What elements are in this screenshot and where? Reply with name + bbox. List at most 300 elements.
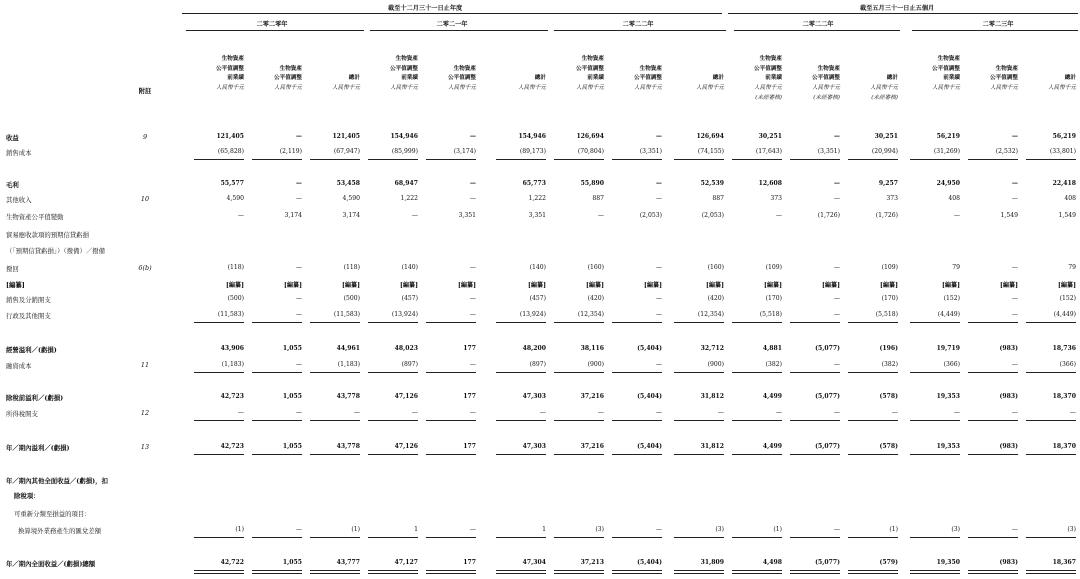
row-label: 毛利 [6, 181, 19, 189]
column-heading-title: 總計 [534, 75, 546, 82]
table-cell: (4,449) [937, 311, 960, 318]
table-cell: (1) [889, 526, 898, 533]
table-cell: (382) [765, 361, 782, 368]
total-double-rule [674, 570, 724, 574]
table-cell: [編纂] [1058, 282, 1076, 289]
table-cell: 3,351 [528, 212, 546, 219]
row-label: 所得稅開支 [6, 410, 38, 418]
subtotal-rule [968, 537, 1018, 538]
table-cell: (20,994) [871, 148, 898, 155]
subtotal-rule [910, 420, 960, 421]
table-cell: — [1011, 311, 1018, 318]
column-heading-unit: 人民幣千元 [518, 84, 546, 91]
table-cell: (2,053) [701, 212, 724, 219]
table-cell: 887 [712, 195, 724, 202]
table-cell: — [295, 295, 302, 302]
table-cell: — [655, 295, 662, 302]
table-cell: (2,532) [995, 148, 1018, 155]
row-note-ref: 10 [140, 195, 150, 203]
table-cell: (17,643) [755, 148, 782, 155]
table-cell: (457) [401, 295, 418, 302]
table-cell: — [237, 212, 244, 219]
table-cell: — [833, 311, 840, 318]
row-label: 年／期內溢利／(虧損) [6, 444, 70, 452]
table-cell: 177 [463, 559, 476, 566]
table-cell: 55,577 [220, 180, 244, 187]
subtotal-rule [426, 420, 476, 421]
column-heading-title: 生物資產 公平值調整 [274, 65, 302, 82]
table-cell: (578) [879, 393, 898, 400]
table-cell: (12,354) [697, 311, 724, 318]
table-cell: (983) [999, 345, 1018, 352]
column-heading-unit: 人民幣千元 [1048, 84, 1076, 91]
subtotal-rule [368, 420, 418, 421]
total-double-rule [368, 570, 418, 574]
subtotal-rule [674, 537, 724, 538]
group-underline [186, 30, 364, 31]
subtotal-rule [194, 159, 244, 160]
table-cell: (2,053) [639, 212, 662, 219]
table-cell: [編纂] [1000, 282, 1018, 289]
total-double-rule [426, 570, 476, 574]
row-label: 可重新分類至損益的項目： [14, 510, 91, 518]
table-cell: — [1011, 361, 1018, 368]
table-cell: 887 [592, 195, 604, 202]
table-cell: — [775, 212, 782, 219]
table-cell: 30,251 [874, 133, 898, 140]
column-heading-unit: 人民幣千元 [332, 84, 360, 91]
table-cell: — [1011, 526, 1018, 533]
table-cell: (11,583) [217, 311, 244, 318]
subtotal-rule [674, 159, 724, 160]
subtotal-rule [368, 322, 418, 323]
subtotal-rule [496, 322, 546, 323]
table-cell: 19,353 [936, 393, 960, 400]
subtotal-rule [252, 322, 302, 323]
column-heading-title: 生物資產 公平值調整 [634, 65, 662, 82]
subtotal-rule [790, 322, 840, 323]
row-label: 銷售及分銷開支 [6, 296, 51, 304]
table-cell: — [469, 295, 476, 302]
table-cell: 177 [463, 345, 476, 352]
column-heading-title: 生物資產 公平值調整 [812, 65, 840, 82]
table-cell: (1,726) [875, 212, 898, 219]
table-cell: (160) [587, 264, 604, 271]
table-cell: (1,183) [221, 361, 244, 368]
table-cell: 19,350 [936, 559, 960, 566]
subtotal-rule [194, 420, 244, 421]
table-cell: (1) [235, 526, 244, 533]
table-cell: — [469, 133, 476, 140]
table-cell: 55,890 [580, 180, 604, 187]
row-label: 生物資產公平值變動 [6, 213, 64, 221]
group-underline [912, 30, 1078, 31]
table-cell: — [295, 180, 302, 187]
subtotal-rule [968, 322, 1018, 323]
table-cell: — [655, 311, 662, 318]
table-cell: (170) [881, 295, 898, 302]
table-cell: (13,924) [391, 311, 418, 318]
table-cell: (170) [765, 295, 782, 302]
table-cell: (11,583) [333, 311, 360, 318]
table-cell: — [469, 311, 476, 318]
table-cell: 373 [770, 195, 782, 202]
row-label: 年／期內全面收益／(虧損)總額 [6, 560, 96, 568]
column-heading-title: 生物資產 公平值調整 [990, 65, 1018, 82]
table-cell: 48,200 [522, 345, 546, 352]
table-cell: [編纂] [226, 282, 244, 289]
table-cell: — [469, 409, 476, 416]
table-cell: — [655, 133, 662, 140]
column-heading-unit: 人民幣千元 [634, 84, 662, 91]
subtotal-rule [194, 537, 244, 538]
table-cell: 408 [1064, 195, 1076, 202]
subtotal-rule [1026, 537, 1076, 538]
subtotal-rule [1026, 420, 1076, 421]
table-cell: 18,370 [1052, 393, 1076, 400]
row-label: 其他收入 [6, 196, 32, 204]
table-cell: 79 [1068, 264, 1076, 271]
table-cell: (1,726) [817, 212, 840, 219]
row-label: 除稅項： [14, 492, 40, 500]
table-cell: [編纂] [764, 282, 782, 289]
subtotal-rule [848, 159, 898, 160]
table-cell: 1,222 [528, 195, 546, 202]
table-cell: (4,449) [1053, 311, 1076, 318]
subtotal-rule [848, 420, 898, 421]
table-cell: 56,219 [936, 133, 960, 140]
subtotal-rule [968, 454, 1018, 455]
table-cell: — [469, 361, 476, 368]
table-cell: — [1011, 264, 1018, 271]
column-heading-title: 生物資產 公平值調整 前業績 [932, 56, 960, 82]
subtotal-rule [848, 454, 898, 455]
table-cell: [編纂] [342, 282, 360, 289]
table-cell: [編纂] [706, 282, 724, 289]
table-cell: (140) [529, 264, 546, 271]
table-cell: (70,804) [577, 148, 604, 155]
table-cell: (109) [881, 264, 898, 271]
column-heading-title: 總計 [886, 75, 898, 82]
subtotal-rule [554, 372, 604, 373]
table-cell: 1,549 [1000, 212, 1018, 219]
table-cell: 32,712 [700, 345, 724, 352]
subtotal-rule [194, 454, 244, 455]
subtotal-rule [426, 372, 476, 373]
subtotal-rule [612, 537, 662, 538]
table-cell: (382) [881, 361, 898, 368]
period-5m-underline [728, 13, 1078, 14]
table-cell: 37,216 [580, 443, 604, 450]
table-cell: (3) [595, 526, 604, 533]
total-double-rule [252, 570, 302, 574]
table-cell: (5,077) [815, 393, 840, 400]
table-cell: 4,498 [762, 559, 782, 566]
table-cell: (13,924) [519, 311, 546, 318]
table-cell: 126,694 [576, 133, 604, 140]
table-cell: 43,906 [220, 345, 244, 352]
table-cell: (12,354) [577, 311, 604, 318]
period-year-underline [182, 13, 722, 14]
table-cell: (578) [879, 443, 898, 450]
table-cell: [編纂] [822, 282, 840, 289]
table-cell: (900) [587, 361, 604, 368]
subtotal-rule [368, 454, 418, 455]
column-heading-unit: 人民幣千元 [576, 84, 604, 91]
subtotal-rule [496, 420, 546, 421]
table-cell: 22,418 [1052, 180, 1076, 187]
row-label: 融資成本 [6, 362, 32, 370]
table-cell: (500) [343, 295, 360, 302]
table-cell: 37,213 [580, 559, 604, 566]
table-cell: (3) [715, 526, 724, 533]
table-cell: (152) [943, 295, 960, 302]
table-cell: 47,303 [522, 443, 546, 450]
subtotal-rule [496, 372, 546, 373]
table-cell: (118) [227, 264, 244, 271]
row-label: 收益 [6, 134, 19, 142]
column-heading-title: 生物資產 公平值調整 前業績 [754, 56, 782, 82]
table-cell: [編纂] [458, 282, 476, 289]
subtotal-rule [968, 420, 1018, 421]
column-heading-title: 生物資產 公平值調整 前業績 [576, 56, 604, 82]
table-cell: 154,946 [390, 133, 418, 140]
group-heading-2023-5m: 二零二三年 [982, 21, 1014, 28]
total-double-rule [194, 570, 244, 574]
subtotal-rule [426, 159, 476, 160]
table-cell: (67,947) [333, 148, 360, 155]
table-cell: 3,351 [458, 212, 476, 219]
table-cell: — [469, 264, 476, 271]
subtotal-rule [1026, 454, 1076, 455]
table-cell: (5,404) [637, 443, 662, 450]
subtotal-rule [968, 372, 1018, 373]
table-cell: 42,723 [220, 443, 244, 450]
subtotal-rule [310, 420, 360, 421]
subtotal-rule [554, 537, 604, 538]
table-cell: — [469, 180, 476, 187]
table-cell: (1) [773, 526, 782, 533]
subtotal-rule [674, 454, 724, 455]
table-cell: 42,722 [220, 559, 244, 566]
table-cell: (89,173) [519, 148, 546, 155]
table-cell: [編纂] [400, 282, 418, 289]
subtotal-rule [1026, 372, 1076, 373]
table-cell: 4,499 [762, 393, 782, 400]
subtotal-rule [674, 420, 724, 421]
subtotal-rule [194, 372, 244, 373]
table-cell: 373 [886, 195, 898, 202]
subtotal-rule [790, 537, 840, 538]
subtotal-rule [310, 159, 360, 160]
group-heading-2021: 二零二一年 [436, 21, 468, 28]
column-heading-unit: 人民幣千元 (未經審核) [870, 84, 898, 101]
table-cell: — [1011, 409, 1018, 416]
table-cell: — [295, 133, 302, 140]
table-cell: (196) [879, 345, 898, 352]
subtotal-rule [554, 159, 604, 160]
group-underline [554, 30, 726, 31]
total-double-rule [848, 570, 898, 574]
total-double-rule [496, 570, 546, 574]
table-cell: 3,174 [284, 212, 302, 219]
subtotal-rule [194, 322, 244, 323]
table-cell: 121,405 [216, 133, 244, 140]
table-cell: — [237, 409, 244, 416]
group-heading-2022-5m: 二零二二年 [802, 21, 834, 28]
table-cell: [編纂] [586, 282, 604, 289]
table-cell: (2,119) [279, 148, 302, 155]
table-cell: — [539, 409, 546, 416]
row-note-ref: 12 [140, 409, 150, 417]
table-cell: 4,590 [342, 195, 360, 202]
table-cell: 56,219 [1052, 133, 1076, 140]
period-year-heading: 截至十二月三十一日止年度 [388, 5, 463, 12]
table-cell: (983) [999, 393, 1018, 400]
column-heading-unit: 人民幣千元 [274, 84, 302, 91]
table-cell: 126,694 [696, 133, 724, 140]
table-cell: 1,549 [1058, 212, 1076, 219]
table-cell: — [953, 212, 960, 219]
table-cell: — [597, 212, 604, 219]
row-note-ref: 9 [142, 133, 148, 141]
table-cell: 38,116 [580, 345, 604, 352]
table-cell: 43,778 [336, 393, 360, 400]
table-cell: 18,736 [1052, 345, 1076, 352]
subtotal-rule [732, 322, 782, 323]
subtotal-rule [612, 159, 662, 160]
table-cell: 47,304 [522, 559, 546, 566]
table-cell: 121,405 [332, 133, 360, 140]
table-cell: 177 [463, 393, 476, 400]
row-label: 年／期內其他全面收益／(虧損)，扣 [6, 477, 108, 485]
subtotal-rule [310, 372, 360, 373]
table-cell: — [1011, 195, 1018, 202]
table-cell: 154,946 [518, 133, 546, 140]
table-cell: — [833, 361, 840, 368]
table-cell: — [1011, 133, 1018, 140]
note-column-heading: 附註 [138, 87, 152, 95]
table-cell: (5,518) [875, 311, 898, 318]
total-double-rule [968, 570, 1018, 574]
subtotal-rule [732, 537, 782, 538]
table-cell: 47,126 [394, 443, 418, 450]
subtotal-rule [732, 159, 782, 160]
column-heading-unit: 人民幣千元 [696, 84, 724, 91]
column-heading-unit: 人民幣千元 [448, 84, 476, 91]
subtotal-rule [910, 159, 960, 160]
subtotal-rule [426, 537, 476, 538]
table-cell: (3,351) [817, 148, 840, 155]
table-cell: [編纂] [284, 282, 302, 289]
table-cell: 4,590 [226, 195, 244, 202]
table-cell: (1,183) [337, 361, 360, 368]
table-cell: (85,999) [391, 148, 418, 155]
table-cell: — [597, 409, 604, 416]
subtotal-rule [612, 420, 662, 421]
table-cell: 19,353 [936, 443, 960, 450]
table-cell: — [833, 133, 840, 140]
table-cell: (33,801) [1049, 148, 1076, 155]
table-cell: — [411, 409, 418, 416]
table-cell: (457) [529, 295, 546, 302]
table-cell: (983) [999, 559, 1018, 566]
table-cell: — [775, 409, 782, 416]
table-cell: 177 [463, 443, 476, 450]
group-underline [370, 30, 548, 31]
column-heading [396, 65, 476, 94]
table-cell: (5,077) [815, 345, 840, 352]
subtotal-rule [910, 537, 960, 538]
subtotal-rule [732, 454, 782, 455]
table-cell: 31,809 [700, 559, 724, 566]
total-double-rule [554, 570, 604, 574]
table-cell: 52,539 [700, 180, 724, 187]
table-cell: 4,881 [762, 345, 782, 352]
subtotal-rule [848, 322, 898, 323]
row-label: 行政及其他開支 [6, 312, 51, 320]
subtotal-rule [674, 322, 724, 323]
column-heading-title: 生物資產 公平值調整 前業績 [390, 56, 418, 82]
subtotal-rule [910, 454, 960, 455]
subtotal-rule [910, 372, 960, 373]
table-cell: 19,719 [936, 345, 960, 352]
table-cell: (897) [529, 361, 546, 368]
table-cell: — [891, 409, 898, 416]
group-heading-2022: 二零二二年 [622, 21, 654, 28]
table-cell: — [295, 526, 302, 533]
subtotal-rule [426, 454, 476, 455]
column-heading-unit: 人民幣千元 [990, 84, 1018, 91]
column-heading-unit: 人民幣千元 [216, 84, 244, 91]
total-double-rule [910, 570, 960, 574]
table-cell: — [1069, 409, 1076, 416]
table-cell: — [655, 195, 662, 202]
table-cell: (5,077) [815, 443, 840, 450]
table-cell: (5,518) [759, 311, 782, 318]
total-double-rule [612, 570, 662, 574]
row-label: [編纂] [6, 281, 25, 289]
table-cell: — [295, 409, 302, 416]
table-cell: (3,351) [639, 148, 662, 155]
table-cell: (152) [1059, 295, 1076, 302]
column-heading-title: 總計 [348, 75, 360, 82]
row-label: 銷售成本 [6, 149, 32, 157]
table-cell: 68,947 [394, 180, 418, 187]
table-cell: (160) [707, 264, 724, 271]
total-double-rule [310, 570, 360, 574]
table-cell: [編纂] [528, 282, 546, 289]
table-cell: — [295, 195, 302, 202]
table-cell: (1) [351, 526, 360, 533]
table-cell: (109) [765, 264, 782, 271]
table-cell: [編纂] [644, 282, 662, 289]
table-cell: — [833, 295, 840, 302]
table-cell: — [411, 212, 418, 219]
subtotal-rule [612, 372, 662, 373]
table-cell: — [295, 361, 302, 368]
table-cell: — [1011, 295, 1018, 302]
row-label: 貿易應收款項的預期信貸虧損 [6, 231, 90, 239]
table-cell: (420) [707, 295, 724, 302]
table-cell: — [655, 526, 662, 533]
subtotal-rule [790, 159, 840, 160]
table-cell: 18,367 [1052, 559, 1076, 566]
table-cell: (420) [587, 295, 604, 302]
table-cell: 47,127 [394, 559, 418, 566]
table-cell: 408 [948, 195, 960, 202]
table-cell: (3) [1067, 526, 1076, 533]
